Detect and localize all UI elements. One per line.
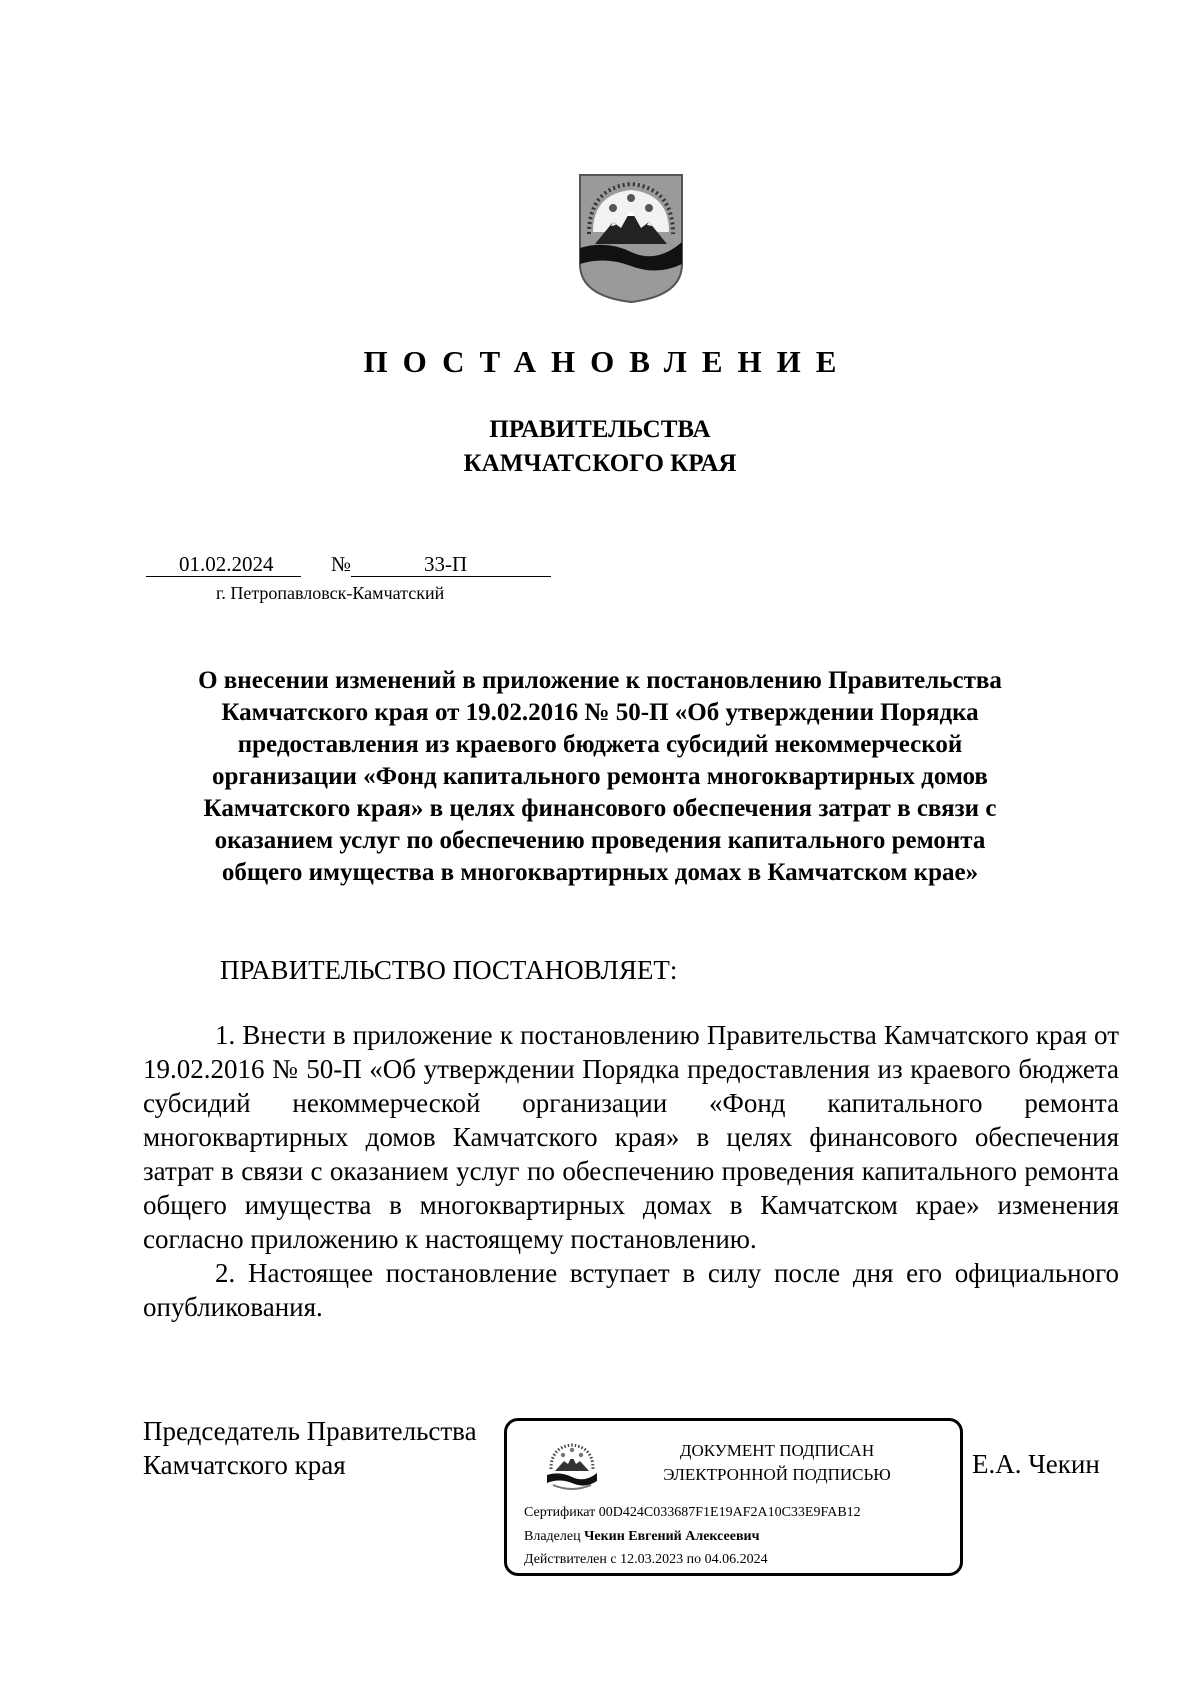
stamp-heading [607, 1439, 947, 1487]
issuer-line-1: ПРАВИТЕЛЬСТВА [489, 416, 711, 443]
valid-to: 04.06.2024 [704, 1552, 768, 1567]
owner-label: Владелец [524, 1529, 581, 1544]
body-text [143, 1018, 1119, 1324]
number-sign: № [331, 552, 352, 576]
certificate-value: 00D424C033687F1E19AF2A10C33E9FAB12 [598, 1505, 861, 1520]
city-label: г. Петропавловск-Камчатский [216, 583, 445, 603]
subject-line: общего имущества в многоквартирных домах в Камчатском крае» [221, 859, 979, 886]
signer-title [143, 1414, 477, 1482]
signer-title-line-1: Председатель Правительства [143, 1416, 477, 1446]
subject-title [140, 665, 1060, 889]
signer-name: Е.А. Чекин [972, 1449, 1100, 1479]
paragraph-1: 1. Внести в приложение к постановлению Правительства Камчатского края от 19.02.2016 № 50-П «Об утверждении Порядка предоставления из краевого бюджета субсидий некоммерческой организации «Фонд капитального ремонта многоквартирных домов Камчатского края» в целях финансового обеспечения затрат в связи с оказанием услуг по обеспечению проведения капитального ремонта общего имущества в многоквартирных домах в Камчатском крае» изменения согласно приложению к настоящему постановлению. [143, 1020, 1119, 1254]
valid-from: 12.03.2023 [620, 1552, 684, 1567]
issuer-line-2: КАМЧАТСКОГО КРАЯ [463, 450, 737, 477]
coat-of-arms-icon [577, 172, 685, 304]
subject-line: оказанием услуг по обеспечению проведения капитального ремонта [214, 827, 986, 854]
issuer-heading [0, 413, 1200, 481]
subject-line: Камчатского края от 19.02.2016 № 50-П «Об утверждении Порядка [221, 699, 979, 726]
valid-to-label: по [686, 1552, 702, 1567]
valid-label: Действителен с [524, 1552, 617, 1567]
validity-row [524, 1552, 768, 1568]
decree-phrase: ПРАВИТЕЛЬСТВО ПОСТАНОВЛЯЕТ: [220, 955, 678, 985]
registration-date: 01.02.2024 [179, 552, 274, 576]
subject-line: предоставления из краевого бюджета субсидий некоммерческой [237, 731, 963, 758]
subject-line: О внесении изменений в приложение к постановлению Правительства [198, 667, 1002, 694]
paragraph-2: 2. Настоящее постановление вступает в силу после дня его официального опубликования. [143, 1258, 1119, 1322]
subject-line: Камчатского края» в целях финансового обеспечения затрат в связи с [203, 795, 997, 822]
certificate-label: Сертификат [524, 1505, 596, 1520]
document-type-heading: ПОСТАНОВЛЕНИЕ [363, 344, 852, 379]
subject-line: организации «Фонд капитального ремонта многоквартирных домов [212, 763, 988, 790]
stamp-heading-line-2: ЭЛЕКТРОННОЙ ПОДПИСЬЮ [663, 1465, 891, 1484]
coat-of-arms-icon [543, 1441, 601, 1493]
signer-title-line-2: Камчатского края [143, 1450, 346, 1480]
stamp-heading-line-1: ДОКУМЕНТ ПОДПИСАН [679, 1441, 875, 1460]
registration-line [146, 552, 551, 580]
owner-row [524, 1529, 759, 1545]
electronic-signature-stamp [504, 1418, 963, 1576]
owner-value: Чекин Евгений Алексеевич [584, 1529, 760, 1544]
certificate-row [524, 1505, 861, 1521]
registration-number: 33-П [424, 552, 468, 576]
